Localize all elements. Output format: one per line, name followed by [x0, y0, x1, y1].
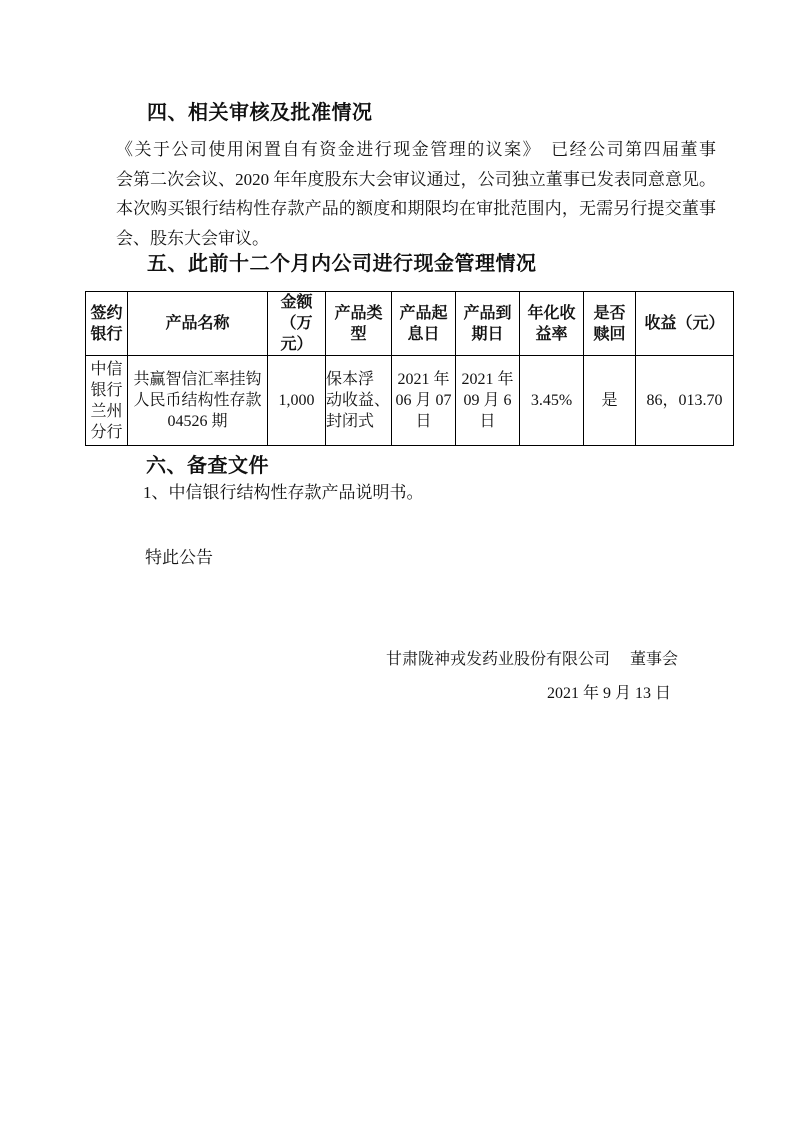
- col-header-signing-bank: 签约 银行: [86, 292, 128, 356]
- cell-product-type: 保本浮 动收益、 封闭式: [326, 356, 392, 446]
- cell-redeemed: 是: [584, 356, 636, 446]
- cell-signing-bank: 中信 银行 兰州 分行: [86, 356, 128, 446]
- cell-product-name: 共赢智信汇率挂钩 人民币结构性存款 04526 期: [128, 356, 268, 446]
- cash-management-table: [85, 291, 734, 446]
- cell-maturity-date: 2021 年 09 月 6 日: [456, 356, 520, 446]
- signature-block: [116, 643, 716, 711]
- section4-heading: 四、相关审核及批准情况: [147, 102, 373, 124]
- table-header-row: [86, 292, 734, 356]
- company-signature: 甘肃陇神戎发药业股份有限公司 董事会: [385, 651, 678, 668]
- table-row: [86, 356, 734, 446]
- cell-annual-yield: 3.45%: [520, 356, 584, 446]
- col-header-amount: 金额 （万 元）: [268, 292, 326, 356]
- col-header-redeemed: 是否 赎回: [584, 292, 636, 356]
- section6-heading: 六、备查文件: [146, 455, 269, 477]
- col-header-maturity-date: 产品到 期日: [456, 292, 520, 356]
- col-header-income: 收益（元）: [636, 292, 734, 356]
- reference-item: 1、中信银行结构性存款产品说明书。: [143, 483, 424, 502]
- notice-text: 特此公告: [145, 548, 213, 567]
- section4-paragraph: [116, 135, 716, 253]
- cell-value-date: 2021 年 06 月 07 日: [392, 356, 456, 446]
- section5-heading: 五、此前十二个月内公司进行现金管理情况: [147, 253, 537, 275]
- col-header-product-type: 产品类 型: [326, 292, 392, 356]
- signature-date: 2021 年 9 月 13 日: [546, 685, 671, 702]
- col-header-value-date: 产品起 息日: [392, 292, 456, 356]
- paragraph-line: 会第二次会议、2020 年年度股东大会审议通过，公司独立董事已发表同意意见。: [116, 169, 716, 189]
- col-header-annual-yield: 年化收 益率: [520, 292, 584, 356]
- paragraph-line: 会、股东大会审议。: [116, 228, 269, 248]
- paragraph-line: 本次购买银行结构性存款产品的额度和期限均在审批范围内，无需另行提交董事: [116, 199, 716, 218]
- paragraph-line: 《关于公司使用闲置自有资金进行现金管理的议案》 已经公司第四届董事: [116, 140, 716, 159]
- col-header-product-name: 产品名称: [128, 292, 268, 356]
- cell-amount: 1,000: [268, 356, 326, 446]
- cell-income: 86，013.70: [636, 356, 734, 446]
